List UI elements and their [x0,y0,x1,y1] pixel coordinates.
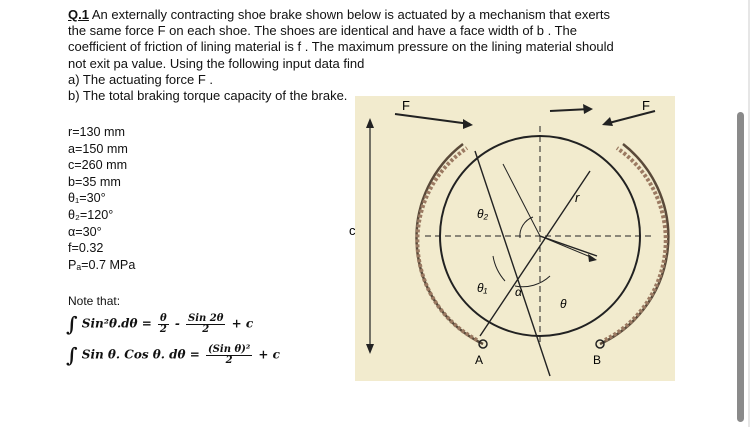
label-F-left: F [402,98,410,113]
formula2-lhs: Sin θ. Cos θ. dθ = [81,347,200,362]
label-theta: θ [560,297,567,311]
given-theta1: θ₁=30° [68,191,106,206]
label-alpha: α [515,285,522,299]
formula1-term2 [186,314,225,335]
formula1-tail: + c [231,316,254,331]
formula1-minus: - [174,316,180,331]
formula2-den: 2 [225,354,233,366]
label-r: r [575,190,580,205]
formula1-term1-num: θ [159,312,167,324]
given-c: c=260 mm [68,158,128,173]
formula1-term1-den: 2 [159,323,167,335]
question-number: Q.1 [68,7,89,22]
label-B: B [593,353,602,367]
integral-sign: ∫ [66,312,78,336]
label-F-right: F [642,98,650,113]
formula1-term2-den: 2 [202,323,210,335]
given-theta2: θ₂=120° [68,207,114,222]
given-pa: Pₐ=0.7 MPa [68,257,136,272]
given-r: r=130 mm [68,125,126,139]
brake-diagram [349,96,675,381]
given-f: f=0.32 [68,241,104,256]
problem-line-2: the same force F on each shoe. The shoes are identical and have a face width of b . The [68,23,577,39]
problem-line-4: not exit pa value. Using the following input data find [68,55,365,71]
formula2-tail: + c [258,347,280,362]
given-a: a=150 mm [68,141,128,156]
label-c: c [349,223,356,238]
formula2-num: (Sin θ)² [207,343,251,355]
vertical-scrollbar[interactable] [737,112,744,422]
formula2-fraction [206,345,252,366]
brake-figure [349,96,675,386]
label-theta1: θ₁ [477,281,488,295]
part-b: b) The total braking torque capacity of the brake. [68,88,348,104]
formula-sin-cos [66,343,280,367]
part-a: a) The actuating force F . [68,71,213,87]
given-b: b=35 mm [68,174,121,189]
formula-sin-squared [66,312,253,336]
note-title: Note that: [68,294,121,308]
formula1-term2-num: Sin 2θ [188,312,224,324]
label-theta2: θ₂ [477,207,489,221]
problem-text-1: An externally contracting shoe brake shown below is actuated by a mechanism that exerts [91,7,610,22]
given-alpha: α=30° [68,224,102,239]
integral-sign: ∫ [66,343,78,367]
label-A: A [475,353,484,367]
formula1-lhs: Sin²θ.dθ = [81,316,152,331]
problem-statement [68,7,708,104]
given-data-list [68,124,135,273]
problem-line-3: coefficient of friction of lining material is f . The maximum pressure on the lining material should [68,39,614,55]
formula1-term1 [158,314,169,335]
problem-line-1 [68,7,708,23]
